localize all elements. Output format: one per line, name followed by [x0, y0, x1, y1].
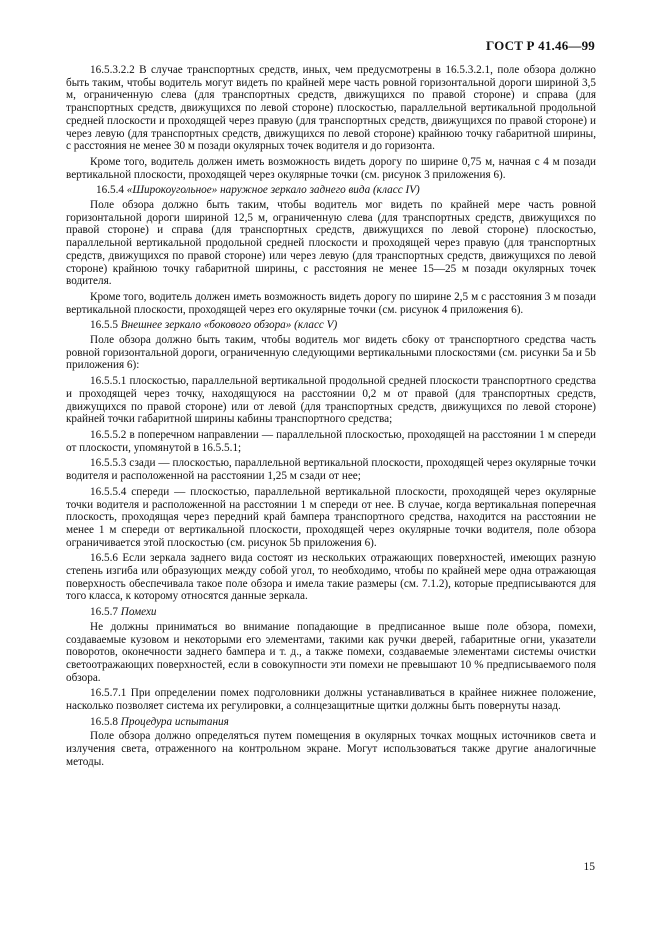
paragraph-16-5-6: 16.5.6 Если зеркала заднего вида состоят из нескольких отражающих поверхностей, имеющих разную степень изгиба или образующих между собой угол, то необходимо, чтобы по крайней мере одна отражающая поверхность обеспечивала такое поле обзора и имела такие размеры (см. 7.1.2), которые предписываются для того класса, к которому относятся данные зеркала.	[66, 552, 596, 603]
heading-title: Помехи	[120, 606, 157, 619]
heading-16-5-5	[66, 319, 596, 332]
paragraph-visibility-2-5: Кроме того, водитель должен иметь возможность видеть дорогу по ширине 2,5 м с расстояния 3 м позади вертикальной плоскости, проходящей через его окулярные точки (см. рисунок 4 приложения 6).	[66, 290, 596, 316]
document-id-header: ГОСТ Р 41.46—99	[486, 38, 595, 53]
paragraph-16-5-3-2-2: 16.5.3.2.2 В случае транспортных средств, иных, чем предусмотрены в 16.5.3.2.1, поле обзора должно быть таким, чтобы водитель могут видеть по крайней мере часть ровной горизонтальной дороги шириной 3,5 м, ограниченную слева (для транспортных средств, движущихся по правой стороне) и справа (для транспортных средств, движущихся по левой стороне) плоскостью, параллельной вертикальной продольной средней плоскости и проходящей через правую (для транспортных средств, движущихся по правой стороне) и через левую (для транспортных средств, движущихся по левой стороне) крайнюю точку габаритной ширины, с расстояния не менее 30 м позади окулярных точек водителя и до горизонта.	[66, 64, 596, 153]
paragraph-16-5-5-3: 16.5.5.3 сзади — плоскостью, параллельной вертикальной плоскости, проходящей через окулярные точки водителя и расположенной на расстоянии 1,25 м сзади от нее;	[66, 457, 596, 483]
paragraph-test-procedure: Поле обзора должно определяться путем помещения в окулярных точках мощных источников света и излучения света, отраженного на контрольном экране. Могут использоваться также другие аналогичные методы.	[66, 730, 596, 768]
heading-16-5-4	[66, 184, 596, 197]
paragraph-16-5-5-1: 16.5.5.1 плоскостью, параллельной вертикальной продольной средней плоскости транспортного средства и проходящей через точку, находящуюся на расстоянии 0,2 м от правой (для транспортных средств, движущихся по правой стороне) или от левой (для транспортных средств, движущихся по левой стороне) крайней точки габаритной ширины кабины транспортного средства;	[66, 375, 596, 426]
document-body	[66, 64, 596, 772]
paragraph-class-v-field: Поле обзора должно быть таким, чтобы водитель мог видеть сбоку от транспортного средства часть ровной горизонтальной дороги, ограниченную следующими вертикальными плоскостями (см. рисунки 5a и 5b приложения 6):	[66, 334, 596, 372]
heading-title: «Широкоугольное» наружное зеркало заднего вида (класс IV)	[126, 184, 420, 197]
paragraph-visibility-0-75: Кроме того, водитель должен иметь возможность видеть дорогу по ширине 0,75 м, начная с 4 м позади вертикальной плоскости, проходящей через окулярные точки (см. рисунок 3 приложения 6).	[66, 155, 596, 181]
heading-number: 16.5.5	[90, 319, 118, 332]
heading-number: 16.5.4	[96, 184, 124, 197]
page-number: 15	[583, 861, 595, 873]
heading-number: 16.5.7	[90, 606, 118, 619]
heading-title: Внешнее зеркало «бокового обзора» (класс V)	[120, 319, 338, 332]
paragraph-16-5-5-4: 16.5.5.4 спереди — плоскостью, параллельной вертикальной плоскости, проходящей через окулярные точки водителя и расположенной на расстоянии 1 м спереди от нее. В случае, когда вертикальная поперечная плоскость, проходящая через передний край бампера транспортного средства, находится на расстоянии не менее 1 м спереди от вертикальной плоскости, проходящей через окулярные точки водителя, поле обзора ограничивается этой плоскостью (см. рисунок 5b приложения 6).	[66, 485, 596, 549]
paragraph-16-5-7-1: 16.5.7.1 При определении помех подголовники должны устанавливаться в крайнее нижнее положение, насколько позволяет система их регулировки, а солнцезащитные щитки должны быть повернуты назад.	[66, 687, 596, 713]
heading-number: 16.5.8	[90, 715, 118, 728]
heading-16-5-7	[66, 606, 596, 619]
paragraph-obstructions: Не должны приниматься во внимание попадающие в предписанное выше поле обзора, помехи, создаваемые кузовом и некоторыми его элементами, такими как ручки дверей, габаритные огни, указатели поворотов, оконечности заднего бампера и т. д., а также помехи, создаваемые элементами системы очистки светоотражающих поверхностей, если в совокупности эти помехи не превышают 10 % предписываемого поля обзора.	[66, 620, 596, 684]
heading-16-5-8	[66, 716, 596, 729]
paragraph-class-iv-field: Поле обзора должно быть таким, чтобы водитель мог видеть по крайней мере часть ровной горизонтальной дороги шириной 12,5 м, ограниченную слева (для транспортных средств, движущихся по правой стороне) и справа (для транспортных средств, движущихся по левой стороне) плоскостью, параллельной вертикальной продольной средней плоскости и проходящей через правую (для транспортных средств, движущихся по правой стороне) или через левую (для транспортных средств, движущихся по левой стороне) крайнюю точку габаритной ширины, с расстояния не менее 15—25 м позади окулярных точек водителя.	[66, 199, 596, 288]
paragraph-16-5-5-2: 16.5.5.2 в поперечном направлении — параллельной плоскостью, проходящей на расстоянии 1 м спереди от плоскости, упомянутой в 16.5.5.1;	[66, 428, 596, 454]
heading-title: Процедура испытания	[120, 715, 229, 728]
